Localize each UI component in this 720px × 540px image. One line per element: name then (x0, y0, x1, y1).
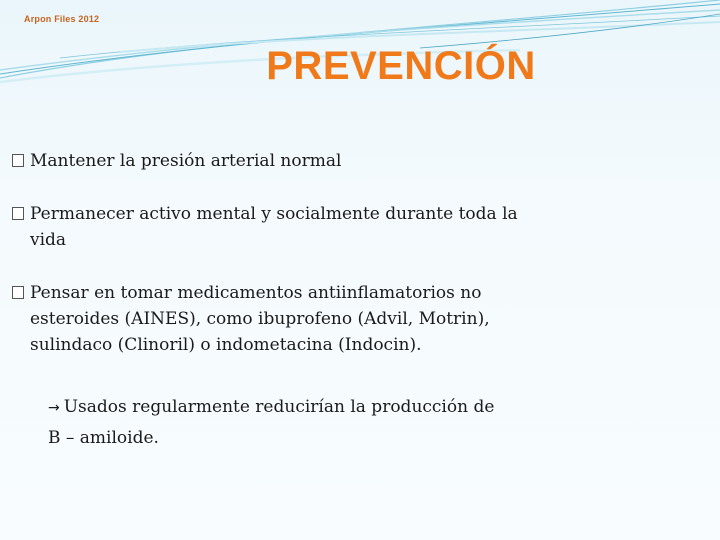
checkbox-bullet-icon (12, 154, 24, 167)
bullet-text-continued: esteroides (AINES), como ibuprofeno (Advil, Motrin), (30, 309, 490, 329)
bullet-item-stay-active (12, 201, 702, 253)
note-line (48, 392, 688, 423)
right-arrow-icon: → (48, 400, 60, 416)
bullet-text-continued: sulindaco (Clinoril) o indometacina (Indocin). (30, 335, 422, 355)
bullet-item-blood-pressure (12, 148, 702, 174)
bullet-list (12, 148, 702, 358)
bullet-text: Permanecer activo mental y socialmente durante toda la (30, 204, 518, 224)
bullet-text: Pensar en tomar medicamentos antiinflamatorios no (30, 283, 482, 303)
page-title: PREVENCIÓN (266, 44, 536, 88)
checkbox-bullet-icon (12, 286, 24, 299)
bullet-item-medication (12, 280, 702, 358)
bullet-text-continued: vida (30, 230, 67, 250)
note-text-continued: B – amiloide. (48, 428, 159, 448)
note-text: Usados regularmente reducirían la producción de (63, 397, 495, 417)
bullet-text: Mantener la presión arterial normal (30, 151, 342, 171)
arrow-note (48, 392, 688, 453)
checkbox-bullet-icon (12, 207, 24, 220)
header-credit: Arpon Files 2012 (24, 14, 100, 24)
